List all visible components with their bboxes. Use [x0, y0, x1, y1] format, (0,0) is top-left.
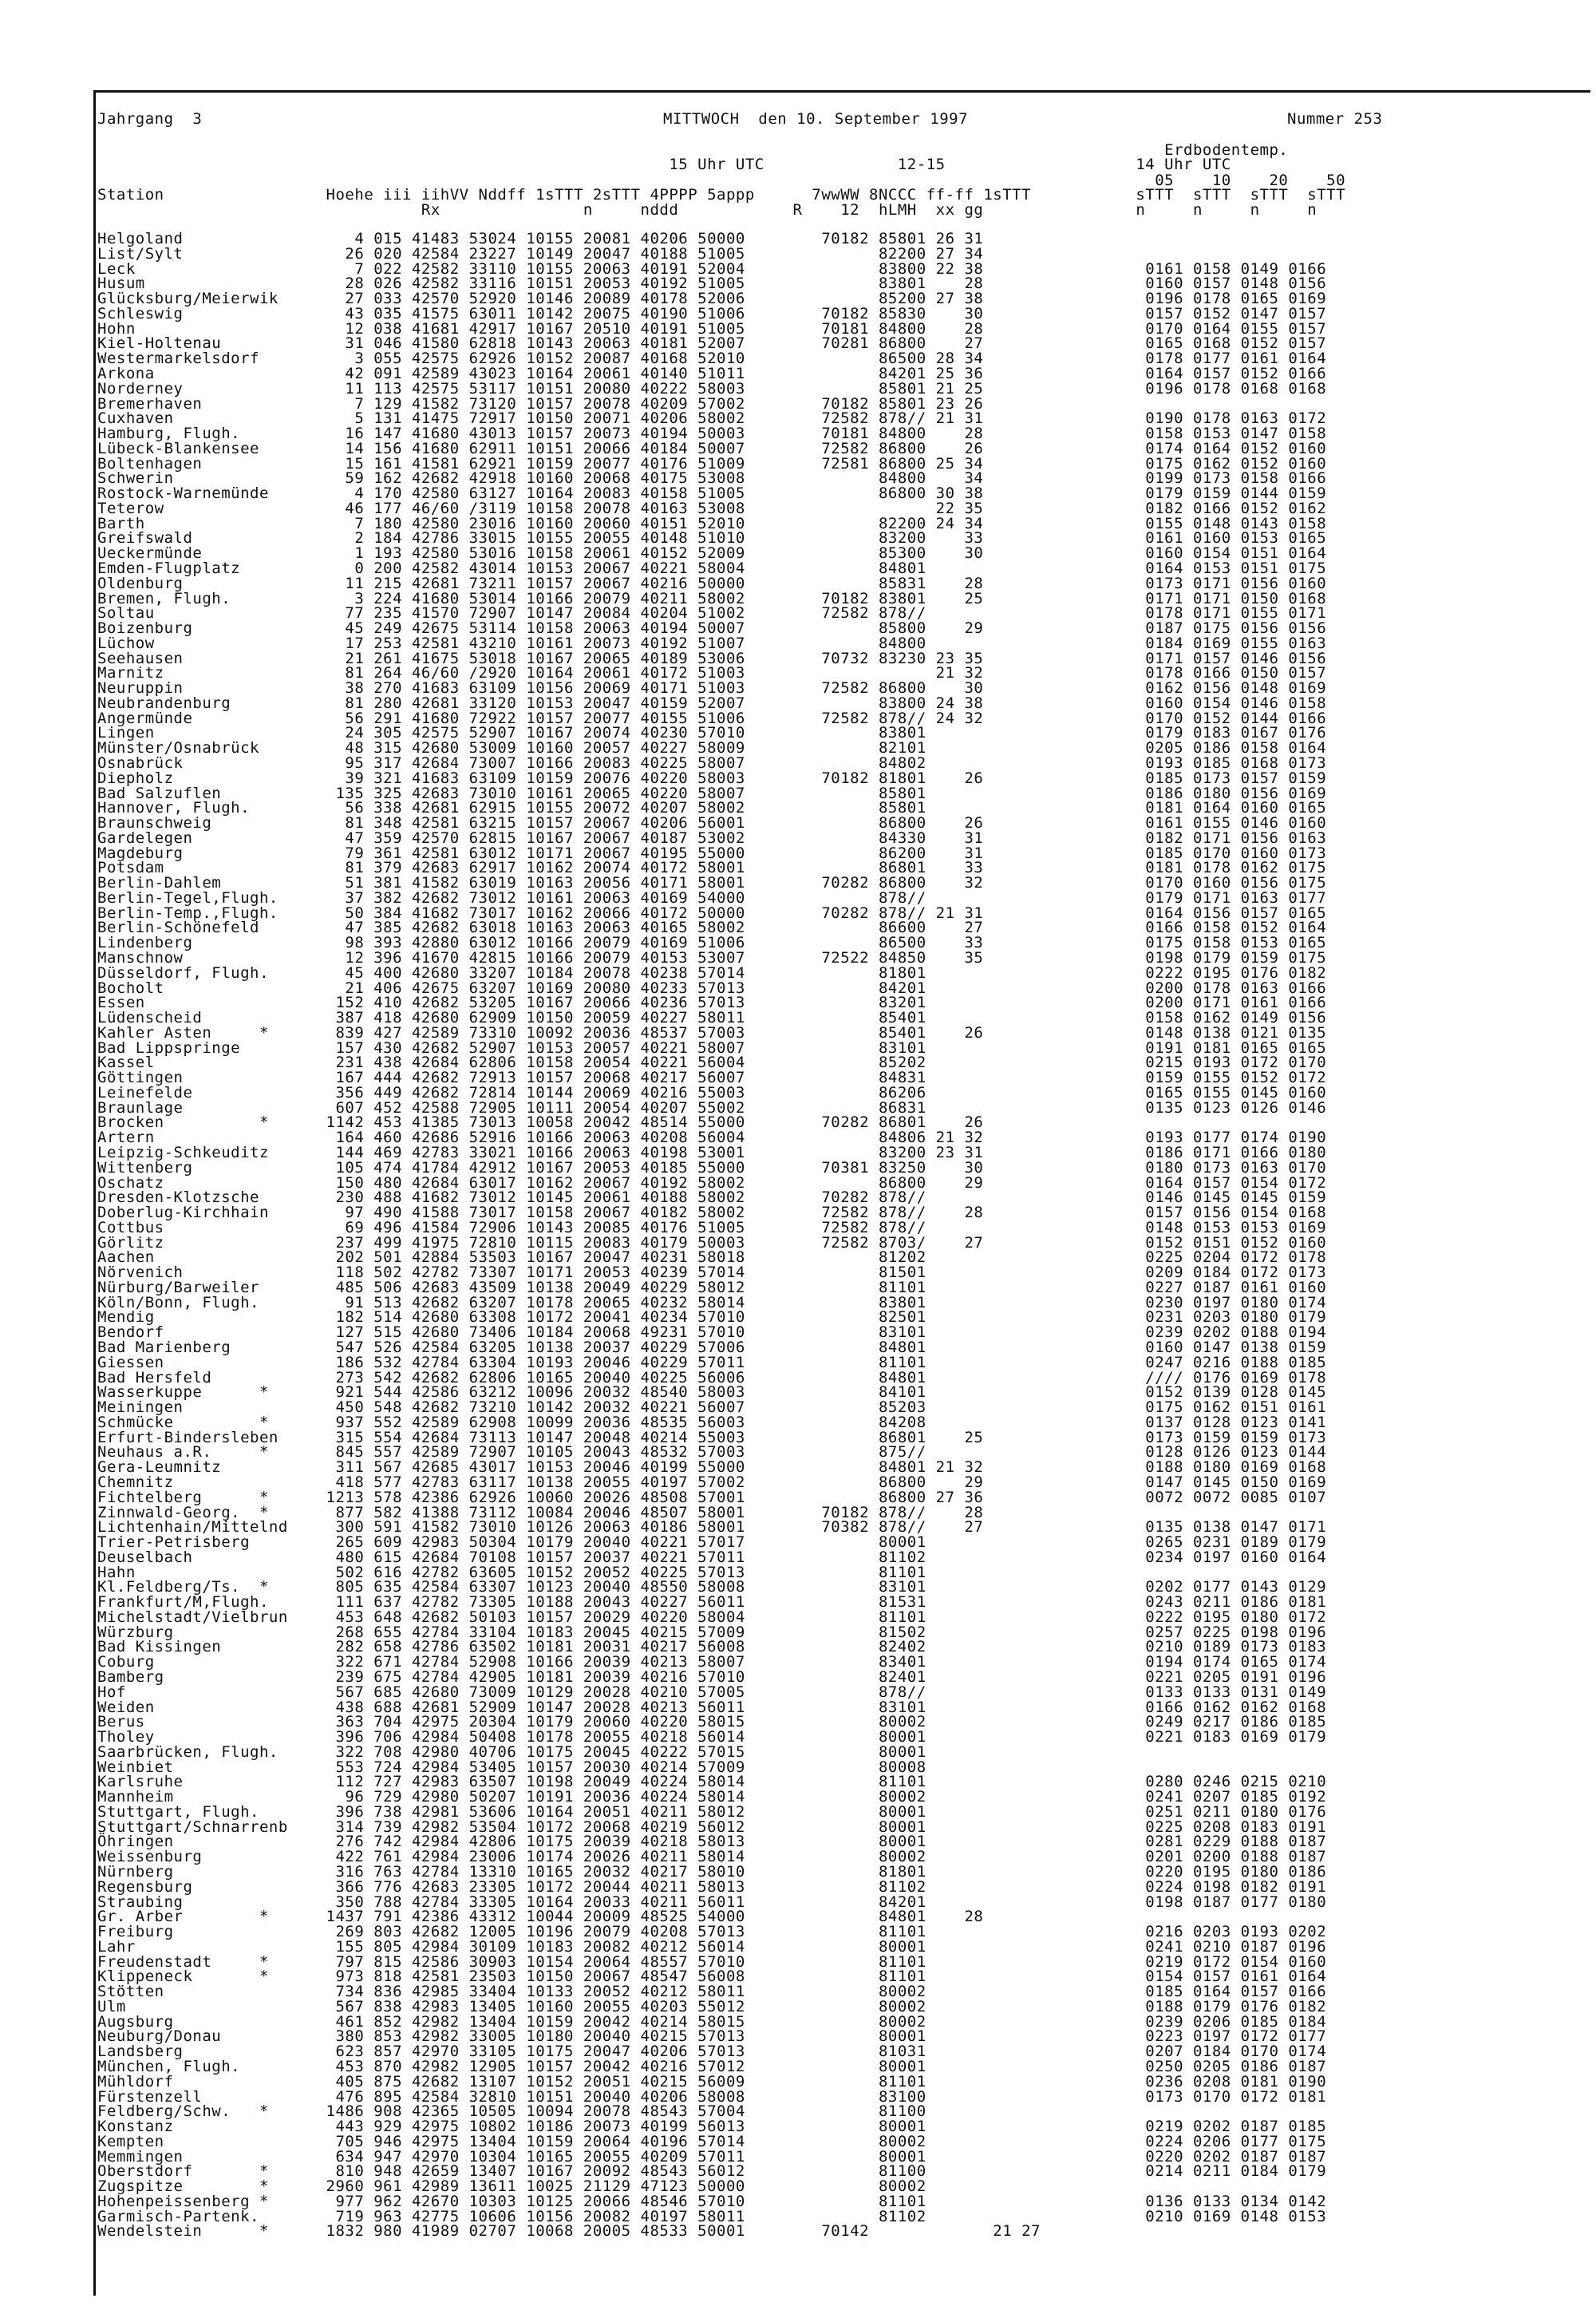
- station-row: Soltau 77 235 41570 72907 10147 20084 40204 51002 72582 878// 0178 0171 0155 0171: [97, 604, 1327, 623]
- station-row: Erfurt-Bindersleben 315 554 42684 73113 10147 20048 40214 55003 86801 25 0173 0159 0159 0173: [97, 1428, 1327, 1446]
- station-row: Lüchow 17 253 42581 43210 10161 20073 40192 51007 84800 0184 0169 0155 0163: [97, 634, 1327, 652]
- station-row: Hohn 12 038 41681 42917 10167 20510 40191 51005 70181 84800 28 0170 0164 0155 0157: [97, 319, 1327, 338]
- station-row: Lüdenscheid 387 418 42680 62909 10150 20059 40227 58011 85401 0158 0162 0149 0156: [97, 1009, 1327, 1026]
- station-row: Lindenberg 98 393 42880 63012 10166 20079 40169 51006 86500 33 0175 0158 0153 0165: [97, 934, 1327, 952]
- station-row: Dresden-Klotzsche 230 488 41682 73012 10145 20061 40188 58002 70282 878// 0146 0145 0145 0159: [97, 1189, 1327, 1207]
- station-row: Lingen 24 305 42575 52907 10167 20074 40230 57010 83801 0179 0183 0167 0176: [97, 724, 1327, 742]
- station-row: Wendelstein * 1832 980 41989 02707 10068 20005 48533 50001 70142 21 27: [97, 2222, 1041, 2241]
- station-row: Giessen 186 532 42784 63304 10193 20046 40229 57011 81101 0247 0216 0188 0185: [97, 1353, 1327, 1371]
- station-row: Hohenpeissenberg * 977 962 42670 10303 10125 20066 48546 57010 81101 0136 0133 0134 0142: [97, 2192, 1327, 2210]
- station-row: Ulm 567 838 42983 13405 10160 20055 40203 55012 80002 0188 0179 0176 0182: [97, 1997, 1327, 2015]
- station-row: Westermarkelsdorf 3 055 42575 62926 10152 20087 40168 52010 86500 28 34 0178 0177 0161 0164: [97, 350, 1327, 368]
- station-row: Marnitz 81 264 46/60 /2920 10164 20061 40172 51003 21 32 0178 0166 0150 0157: [97, 664, 1327, 682]
- station-row: Kahler Asten * 839 427 42589 73310 10092 20036 48537 57003 85401 26 0148 0138 0121 0135: [97, 1023, 1327, 1042]
- station-row: Seehausen 21 261 41675 53018 10167 20065 40189 53006 70732 83230 23 35 0171 0157 0146 0156: [97, 649, 1327, 667]
- station-row: Angermünde 56 291 41680 72922 10157 20077 40155 51006 72582 878// 24 32 0170 0152 0144 0166: [97, 709, 1327, 727]
- station-row: Fürstenzell 476 895 42584 32810 10151 20040 40206 58008 83100 0173 0170 0172 0181: [97, 2087, 1327, 2106]
- station-row: Mannheim 96 729 42980 50207 10191 20036 40224 58014 80002 0241 0207 0185 0192: [97, 1788, 1327, 1806]
- station-row: Stuttgart, Flugh. 396 738 42981 53606 10164 20051 40211 58012 80001 0251 0211 0180 0176: [97, 1802, 1327, 1821]
- station-row: Bocholt 21 406 42675 63207 10169 20080 40233 57013 84201 0200 0178 0163 0166: [97, 979, 1327, 997]
- station-row: Gera-Leumnitz 311 567 42685 43017 10153 20046 40199 55000 84801 21 32 0188 0180 0169 0168: [97, 1458, 1327, 1477]
- station-row: Münster/Osnabrück 48 315 42680 53009 10160 20057 40227 58009 82101 0205 0186 0158 0164: [97, 739, 1327, 757]
- station-row: Oschatz 150 480 42684 63017 10162 20067 40192 58002 86800 29 0164 0157 0154 0172: [97, 1173, 1327, 1192]
- station-row: Diepholz 39 321 41683 63109 10159 20076 40220 58003 70182 81801 26 0185 0173 0157 0159: [97, 769, 1327, 787]
- station-row: Bad Salzuflen 135 325 42683 73010 10161 20065 40220 58007 85801 0186 0180 0156 0169: [97, 784, 1327, 802]
- station-row: Leck 7 022 42582 33110 10155 20063 40191 52004 83800 22 38 0161 0158 0149 0166: [97, 259, 1327, 278]
- station-row: Göttingen 167 444 42682 72913 10157 20068 40217 56007 84831 0159 0155 0152 0172: [97, 1069, 1327, 1087]
- station-row: Essen 152 410 42682 53205 10167 20066 40236 57013 83201 0200 0171 0161 0166: [97, 994, 1327, 1012]
- station-row: Weissenburg 422 761 42984 23006 10174 20026 40211 58014 80002 0201 0200 0188 0187: [97, 1848, 1327, 1866]
- station-row: Bremerhaven 7 129 41582 73120 10157 20078 40209 57002 70182 85801 23 26: [97, 394, 984, 413]
- station-row: Barth 7 180 42580 23016 10160 20060 40151 52010 82200 24 34 0155 0148 0143 0158: [97, 514, 1327, 532]
- station-row: Husum 28 026 42582 33116 10151 20053 40192 51005 83801 28 0160 0157 0148 0156: [97, 275, 1327, 293]
- station-row: Augsburg 461 852 42982 13404 10159 20042 40214 58015 80002 0239 0206 0185 0184: [97, 2012, 1327, 2031]
- station-row: Bremen, Flugh. 3 224 41680 53014 10166 20079 40211 58002 70182 83801 25 0171 0171 0150 0168: [97, 589, 1327, 607]
- report-page: [93, 90, 1590, 2296]
- station-row: Weinbiet 553 724 42984 53405 10157 20030 40214 57009 80008: [97, 1758, 926, 1776]
- station-row: Kassel 231 438 42684 62806 10158 20054 40221 56004 85202 0215 0193 0172 0170: [97, 1054, 1327, 1072]
- station-row: Magdeburg 79 361 42581 63012 10171 20067 40195 55000 86200 31 0185 0170 0160 0173: [97, 844, 1327, 862]
- station-row: Oberstdorf * 810 948 42659 13407 10167 20092 48543 56012 81100 0214 0211 0184 0179: [97, 2162, 1327, 2181]
- station-row: Gardelegen 47 359 42570 62815 10167 20067 40187 53002 84330 31 0182 0171 0156 0163: [97, 829, 1327, 847]
- issue-number: Nummer 253: [1287, 110, 1383, 128]
- station-row: Saarbrücken, Flugh. 322 708 42980 40706 10175 20045 40222 57015 80001: [97, 1742, 926, 1761]
- station-row: Berlin-Schönefeld 47 385 42682 63018 10163 20063 40165 58002 86600 27 0166 0158 0152 0164: [97, 919, 1327, 937]
- station-row: Stötten 734 836 42985 33404 10133 20052 40212 58011 80002 0185 0164 0157 0166: [97, 1983, 1327, 2001]
- station-row: Feldberg/Schw. * 1486 908 42365 10505 10094 20078 48543 57004 81100: [97, 2102, 926, 2121]
- station-row: Bad Hersfeld 273 542 42682 62806 10165 20040 40225 56006 84801 //// 0176 0169 0178: [97, 1368, 1327, 1386]
- station-row: Meiningen 450 548 42682 73210 10142 20032 40221 56007 85203 0175 0162 0151 0161: [97, 1398, 1327, 1417]
- station-row: Emden-Flugplatz 0 200 42582 43014 10153 20067 40221 58004 84801 0164 0153 0151 0175: [97, 559, 1327, 577]
- station-row: Wasserkuppe * 921 544 42586 63212 10096 20032 48540 58003 84101 0152 0139 0128 0145: [97, 1383, 1327, 1402]
- station-row: Hamburg, Flugh. 16 147 41680 43013 10157 20073 40194 50003 70181 84800 28 0158 0153 0147 0158: [97, 425, 1327, 442]
- station-row: Freiburg 269 803 42682 12005 10196 20079 40208 57013 81101 0216 0203 0193 0202: [97, 1923, 1327, 1940]
- station-row: Berlin-Tegel,Flugh. 37 382 42682 73012 10161 20063 40169 54000 878// 0179 0171 0163 0177: [97, 888, 1327, 907]
- station-row: Bamberg 239 675 42784 42905 10181 20039 40216 57010 82401 0221 0205 0191 0196: [97, 1667, 1327, 1686]
- header-line: 15 Uhr UTC 12-15 14 Uhr UTC: [97, 156, 1231, 173]
- station-row: Neubrandenburg 81 280 42681 33120 10153 20047 40159 52007 83800 24 38 0160 0154 0146 0158: [97, 694, 1327, 712]
- station-row: Deuselbach 480 615 42684 70108 10157 20037 40221 57011 81102 0234 0197 0160 0164: [97, 1548, 1327, 1566]
- station-row: Nürburg/Barweiler 485 506 42683 43509 10138 20049 40229 58012 81101 0227 0187 0161 0160: [97, 1278, 1327, 1296]
- station-row: Schwerin 59 162 42682 42918 10160 20068 40175 53008 84800 34 0199 0173 0158 0166: [97, 469, 1327, 488]
- station-row: Osnabrück 95 317 42684 73007 10166 20083 40225 58007 84802 0193 0185 0168 0173: [97, 754, 1327, 772]
- station-row: München, Flugh. 453 870 42982 12905 10157 20042 40216 57012 80001 0250 0205 0186 0187: [97, 2057, 1327, 2075]
- station-row: Teterow 46 177 46/60 /3119 10158 20078 40163 53008 22 35 0182 0166 0152 0162: [97, 499, 1327, 517]
- station-row: Gr. Arber * 1437 791 42386 43312 10044 20009 48525 54000 84801 28: [97, 1908, 984, 1926]
- station-row: Schleswig 43 035 41575 63011 10142 20075 40190 51006 70182 85830 30 0157 0152 0147 0157: [97, 304, 1327, 322]
- station-row: Manschnow 12 396 41670 42815 10166 20079 40153 53007 72522 84850 35 0198 0179 0159 0175: [97, 949, 1327, 967]
- header-line: 05 10 20 50: [97, 172, 1346, 189]
- station-row: Garmisch-Partenk. 719 963 42775 10606 10156 20082 40197 58011 81102 0210 0169 0148 0153: [97, 2207, 1327, 2225]
- station-row: Ueckermünde 1 193 42580 53016 10158 20061 40152 52009 85300 30 0160 0154 0151 0164: [97, 544, 1327, 563]
- station-row: Kl.Feldberg/Ts. * 805 635 42584 63307 10123 20040 48550 58008 83101 0202 0177 0143 0129: [97, 1578, 1327, 1596]
- station-row: Schmücke * 937 552 42589 62908 10099 20036 48535 56003 84208 0137 0128 0123 0141: [97, 1413, 1327, 1431]
- station-row: Köln/Bonn, Flugh. 91 513 42682 63207 10178 20065 40232 58014 83801 0230 0197 0180 0174: [97, 1293, 1327, 1311]
- station-row: Tholey 396 706 42984 50408 10178 20055 40218 56014 80001 0221 0183 0169 0179: [97, 1728, 1327, 1746]
- station-row: Landsberg 623 857 42970 33105 10175 20047 40206 57013 81031 0207 0184 0170 0174: [97, 2043, 1327, 2061]
- station-row: Wittenberg 105 474 41784 42912 10167 20053 40185 55000 70381 83250 30 0180 0173 0163 0170: [97, 1158, 1327, 1177]
- station-row: Braunlage 607 452 42588 72905 10111 20054 40207 55002 86831 0135 0123 0126 0146: [97, 1098, 1327, 1117]
- station-row: Memmingen 634 947 42970 10304 10165 20055 40209 57011 80001 0220 0202 0187 0187: [97, 2147, 1327, 2166]
- station-row: Neuburg/Donau 380 853 42982 33005 10180 20040 40215 57013 80001 0223 0197 0172 0177: [97, 2027, 1327, 2046]
- station-row: Kempten 705 946 42975 13404 10159 20064 40196 57014 80002 0224 0206 0177 0175: [97, 2132, 1327, 2150]
- station-row: Stuttgart/Schnarrenb 314 739 42982 53504 10172 20068 40219 56012 80001 0225 0208 0183 0191: [97, 1818, 1327, 1836]
- station-row: Aachen 202 501 42884 53503 10167 20047 40231 58018 81202 0225 0204 0172 0178: [97, 1248, 1327, 1267]
- station-row: Michelstadt/Vielbrun 453 648 42682 50103 10157 20029 40220 58004 81101 0222 0195 0180 0172: [97, 1608, 1327, 1626]
- station-row: Boizenburg 45 249 42675 53114 10158 20063 40194 50007 85800 29 0187 0175 0156 0156: [97, 619, 1327, 637]
- station-row: Neuhaus a.R. * 845 557 42589 72907 10105 20043 48532 57003 875// 0128 0126 0123 0144: [97, 1443, 1327, 1462]
- station-row: Trier-Petrisberg 265 609 42983 50304 10179 20040 40221 57017 80001 0265 0231 0189 0179: [97, 1533, 1327, 1551]
- station-row: Oldenburg 11 215 42681 73211 10157 20067 40216 50000 85831 28 0173 0171 0156 0160: [97, 574, 1327, 592]
- station-row: Norderney 11 113 42575 53117 10151 20080 40222 58003 85801 21 25 0196 0178 0168 0168: [97, 379, 1327, 398]
- station-row: Boltenhagen 15 161 41581 62921 10159 20077 40176 51009 72581 86800 25 34 0175 0162 0152 0160: [97, 454, 1327, 473]
- station-row: Weiden 438 688 42681 52909 10147 20028 40213 56011 83101 0166 0162 0162 0168: [97, 1698, 1327, 1716]
- station-row: Lichtenhain/Mittelnd 300 591 41582 73010 10126 20063 40186 58001 70382 878// 27 0135 0138 0147 0171: [97, 1518, 1327, 1537]
- station-row: Berlin-Temp.,Flugh. 50 384 41682 73017 10162 20066 40172 50000 70282 878// 21 31 0164 0156 0157 0165: [97, 904, 1327, 922]
- jahrgang-label: Jahrgang 3: [97, 110, 203, 128]
- station-row: Lübeck-Blankensee 14 156 41680 62911 10151 20066 40184 50007 72582 86800 26 0174 0164 0152 0160: [97, 439, 1327, 457]
- station-row: Hahn 502 616 42782 63605 10152 20052 40225 57013 81101: [97, 1563, 926, 1581]
- station-row: Doberlug-Kirchhain 97 490 41588 73017 10158 20067 40182 58002 72582 878// 28 0157 0156 0154 0168: [97, 1204, 1327, 1221]
- header-line: Station Hoehe iii iihVV Nddff 1sTTT 2sTTT 4PPPP 5appp 7wwWW 8NCCC ff-ff 1sTTT sTTT sTTT sTTT sTTT: [97, 186, 1346, 204]
- station-row: Coburg 322 671 42784 52908 10166 20039 40213 58007 83401 0194 0174 0165 0174: [97, 1653, 1327, 1671]
- station-row: Lahr 155 805 42984 30109 10183 20082 40212 56014 80001 0241 0210 0187 0196: [97, 1937, 1327, 1956]
- station-row: Berlin-Dahlem 51 381 41582 63019 10163 20056 40171 58001 70282 86800 32 0170 0160 0156 0175: [97, 874, 1327, 892]
- station-row: Greifswald 2 184 42786 33015 10155 20055 40148 51010 83200 33 0161 0160 0153 0165: [97, 529, 1327, 548]
- station-row: Konstanz 443 929 42975 10802 10186 20073 40199 56013 80001 0219 0202 0187 0185: [97, 2118, 1327, 2135]
- station-row: Regensburg 366 776 42683 23305 10172 20044 40211 58013 81102 0224 0198 0182 0191: [97, 1877, 1327, 1896]
- station-row: Mendig 182 514 42680 63308 10172 20041 40234 57010 82501 0231 0203 0180 0179: [97, 1308, 1327, 1327]
- station-row: Berus 363 704 42975 20304 10179 20060 40220 58015 80002 0249 0217 0186 0185: [97, 1713, 1327, 1731]
- station-row: Karlsruhe 112 727 42983 63507 10198 20049 40224 58014 81101 0280 0246 0215 0210: [97, 1773, 1327, 1791]
- header-line: Erdbodentemp.: [97, 141, 1289, 159]
- station-row: Bad Kissingen 282 658 42786 63502 10181 20031 40217 56008 82402 0210 0189 0173 0183: [97, 1638, 1327, 1656]
- station-row: Bendorf 127 515 42680 73406 10184 20068 49231 57010 83101 0239 0202 0188 0194: [97, 1323, 1327, 1342]
- date-title: MITTWOCH den 10. September 1997: [663, 110, 969, 128]
- station-row: Cottbus 69 496 41584 72906 10143 20085 40176 51005 72582 878// 0148 0153 0153 0169: [97, 1218, 1327, 1236]
- station-row: Hannover, Flugh. 56 338 42681 62915 10155 20072 40207 58002 85801 0181 0164 0160 0165: [97, 799, 1327, 817]
- station-row: Cuxhaven 5 131 41475 72917 10150 20071 40206 58002 72582 878// 21 31 0190 0178 0163 0172: [97, 409, 1327, 428]
- station-row: Zugspitze * 2960 961 42989 13611 10025 21129 47123 50000 80002: [97, 2177, 926, 2196]
- station-row: Würzburg 268 655 42784 33104 10183 20045 40215 57009 81502 0257 0225 0198 0196: [97, 1623, 1327, 1641]
- station-row: Braunschweig 81 348 42581 63215 10157 20067 40206 56001 86800 26 0161 0155 0146 0160: [97, 814, 1327, 832]
- station-row: Bad Marienberg 547 526 42584 63205 10138 20037 40229 57006 84801 0160 0147 0138 0159: [97, 1339, 1327, 1356]
- station-row: List/Sylt 26 020 42584 23227 10149 20047 40188 51005 82200 27 34: [97, 244, 984, 263]
- station-row: Klippeneck * 973 818 42581 23503 10150 20067 48547 56008 81101 0154 0157 0161 0164: [97, 1968, 1327, 1986]
- station-row: Mühldorf 405 875 42682 13107 10152 20051 40215 56009 81101 0236 0208 0181 0190: [97, 2072, 1327, 2090]
- station-row: Arkona 42 091 42589 43023 10164 20061 40140 51011 84201 25 36 0164 0157 0152 0166: [97, 364, 1327, 382]
- header-line: Rx n nddd R 12 hLMH xx gg n n n n: [97, 201, 1317, 219]
- station-row: Glücksburg/Meierwik 27 033 42570 52920 10146 20089 40178 52006 85200 27 38 0196 0178 0165 0169: [97, 290, 1327, 308]
- station-row: Rostock-Warnemünde 4 170 42580 63127 10164 20083 40158 51005 86800 30 38 0179 0159 0144 0159: [97, 485, 1327, 503]
- station-row: Zinnwald-Georg. * 877 582 41388 73112 10084 20046 48507 58001 70182 878// 28: [97, 1503, 984, 1521]
- station-row: Frankfurt/M,Flugh. 111 637 42782 73305 10188 20043 40227 56011 81531 0243 0211 0186 0181: [97, 1593, 1327, 1612]
- station-row: Leinefelde 356 449 42682 72814 10144 20069 40216 55003 86206 0165 0155 0145 0160: [97, 1083, 1327, 1102]
- station-row: Artern 164 460 42686 52916 10166 20063 40208 56004 84806 21 32 0193 0177 0174 0190: [97, 1129, 1327, 1147]
- station-row: Leipzig-Schkeuditz 144 469 42783 33021 10166 20063 40198 53001 83200 23 31 0186 0171 0166 0180: [97, 1144, 1327, 1161]
- station-row: Nörvenich 118 502 42782 73307 10171 20053 40239 57014 81501 0209 0184 0172 0173: [97, 1264, 1327, 1282]
- station-row: Potsdam 81 379 42683 62917 10162 20074 40172 58001 86801 33 0181 0178 0162 0175: [97, 859, 1327, 877]
- station-row: Düsseldorf, Flugh. 45 400 42680 33207 10184 20078 40238 57014 81801 0222 0195 0176 0182: [97, 963, 1327, 982]
- station-row: Freudenstadt * 797 815 42586 30903 10154 20064 48557 57010 81101 0219 0172 0154 0160: [97, 1952, 1327, 1971]
- station-row: Görlitz 237 499 41975 72810 10115 20083 40179 50003 72582 8703/ 27 0152 0151 0152 0160: [97, 1233, 1327, 1252]
- station-row: Bad Lippspringe 157 430 42682 52907 10153 20057 40221 58007 83101 0191 0181 0165 0165: [97, 1038, 1327, 1057]
- station-row: Chemnitz 418 577 42783 63117 10138 20055 40197 57002 86800 29 0147 0145 0150 0169: [97, 1473, 1327, 1491]
- station-row: Straubing 350 788 42784 33305 10164 20033 40211 56011 84201 0198 0187 0177 0180: [97, 1893, 1327, 1911]
- station-row: Öhringen 276 742 42984 42806 10175 20039 40218 58013 80001 0281 0229 0188 0187: [97, 1833, 1327, 1851]
- station-row: Kiel-Holtenau 31 046 41580 62818 10143 20063 40181 52007 70281 86800 27 0165 0168 0152 0157: [97, 334, 1327, 353]
- station-row: Neuruppin 38 270 41683 63109 10156 20069 40171 51003 72582 86800 30 0162 0156 0148 0169: [97, 679, 1327, 698]
- station-row: Brocken * 1142 453 41385 73013 10058 20042 48514 55000 70282 86801 26: [97, 1113, 984, 1132]
- station-row: Helgoland 4 015 41483 53024 10155 20081 40206 50000 70182 85801 26 31: [97, 230, 984, 247]
- station-row: Nürnberg 316 763 42784 13310 10165 20032 40217 58010 81801 0220 0195 0180 0186: [97, 1862, 1327, 1881]
- station-row: Hof 567 685 42680 73009 10129 20028 40210 57005 878// 0133 0133 0131 0149: [97, 1683, 1327, 1701]
- station-row: Fichtelberg * 1213 578 42386 62926 10060 20026 48508 57001 86800 27 36 0072 0072 0085 0107: [97, 1488, 1327, 1506]
